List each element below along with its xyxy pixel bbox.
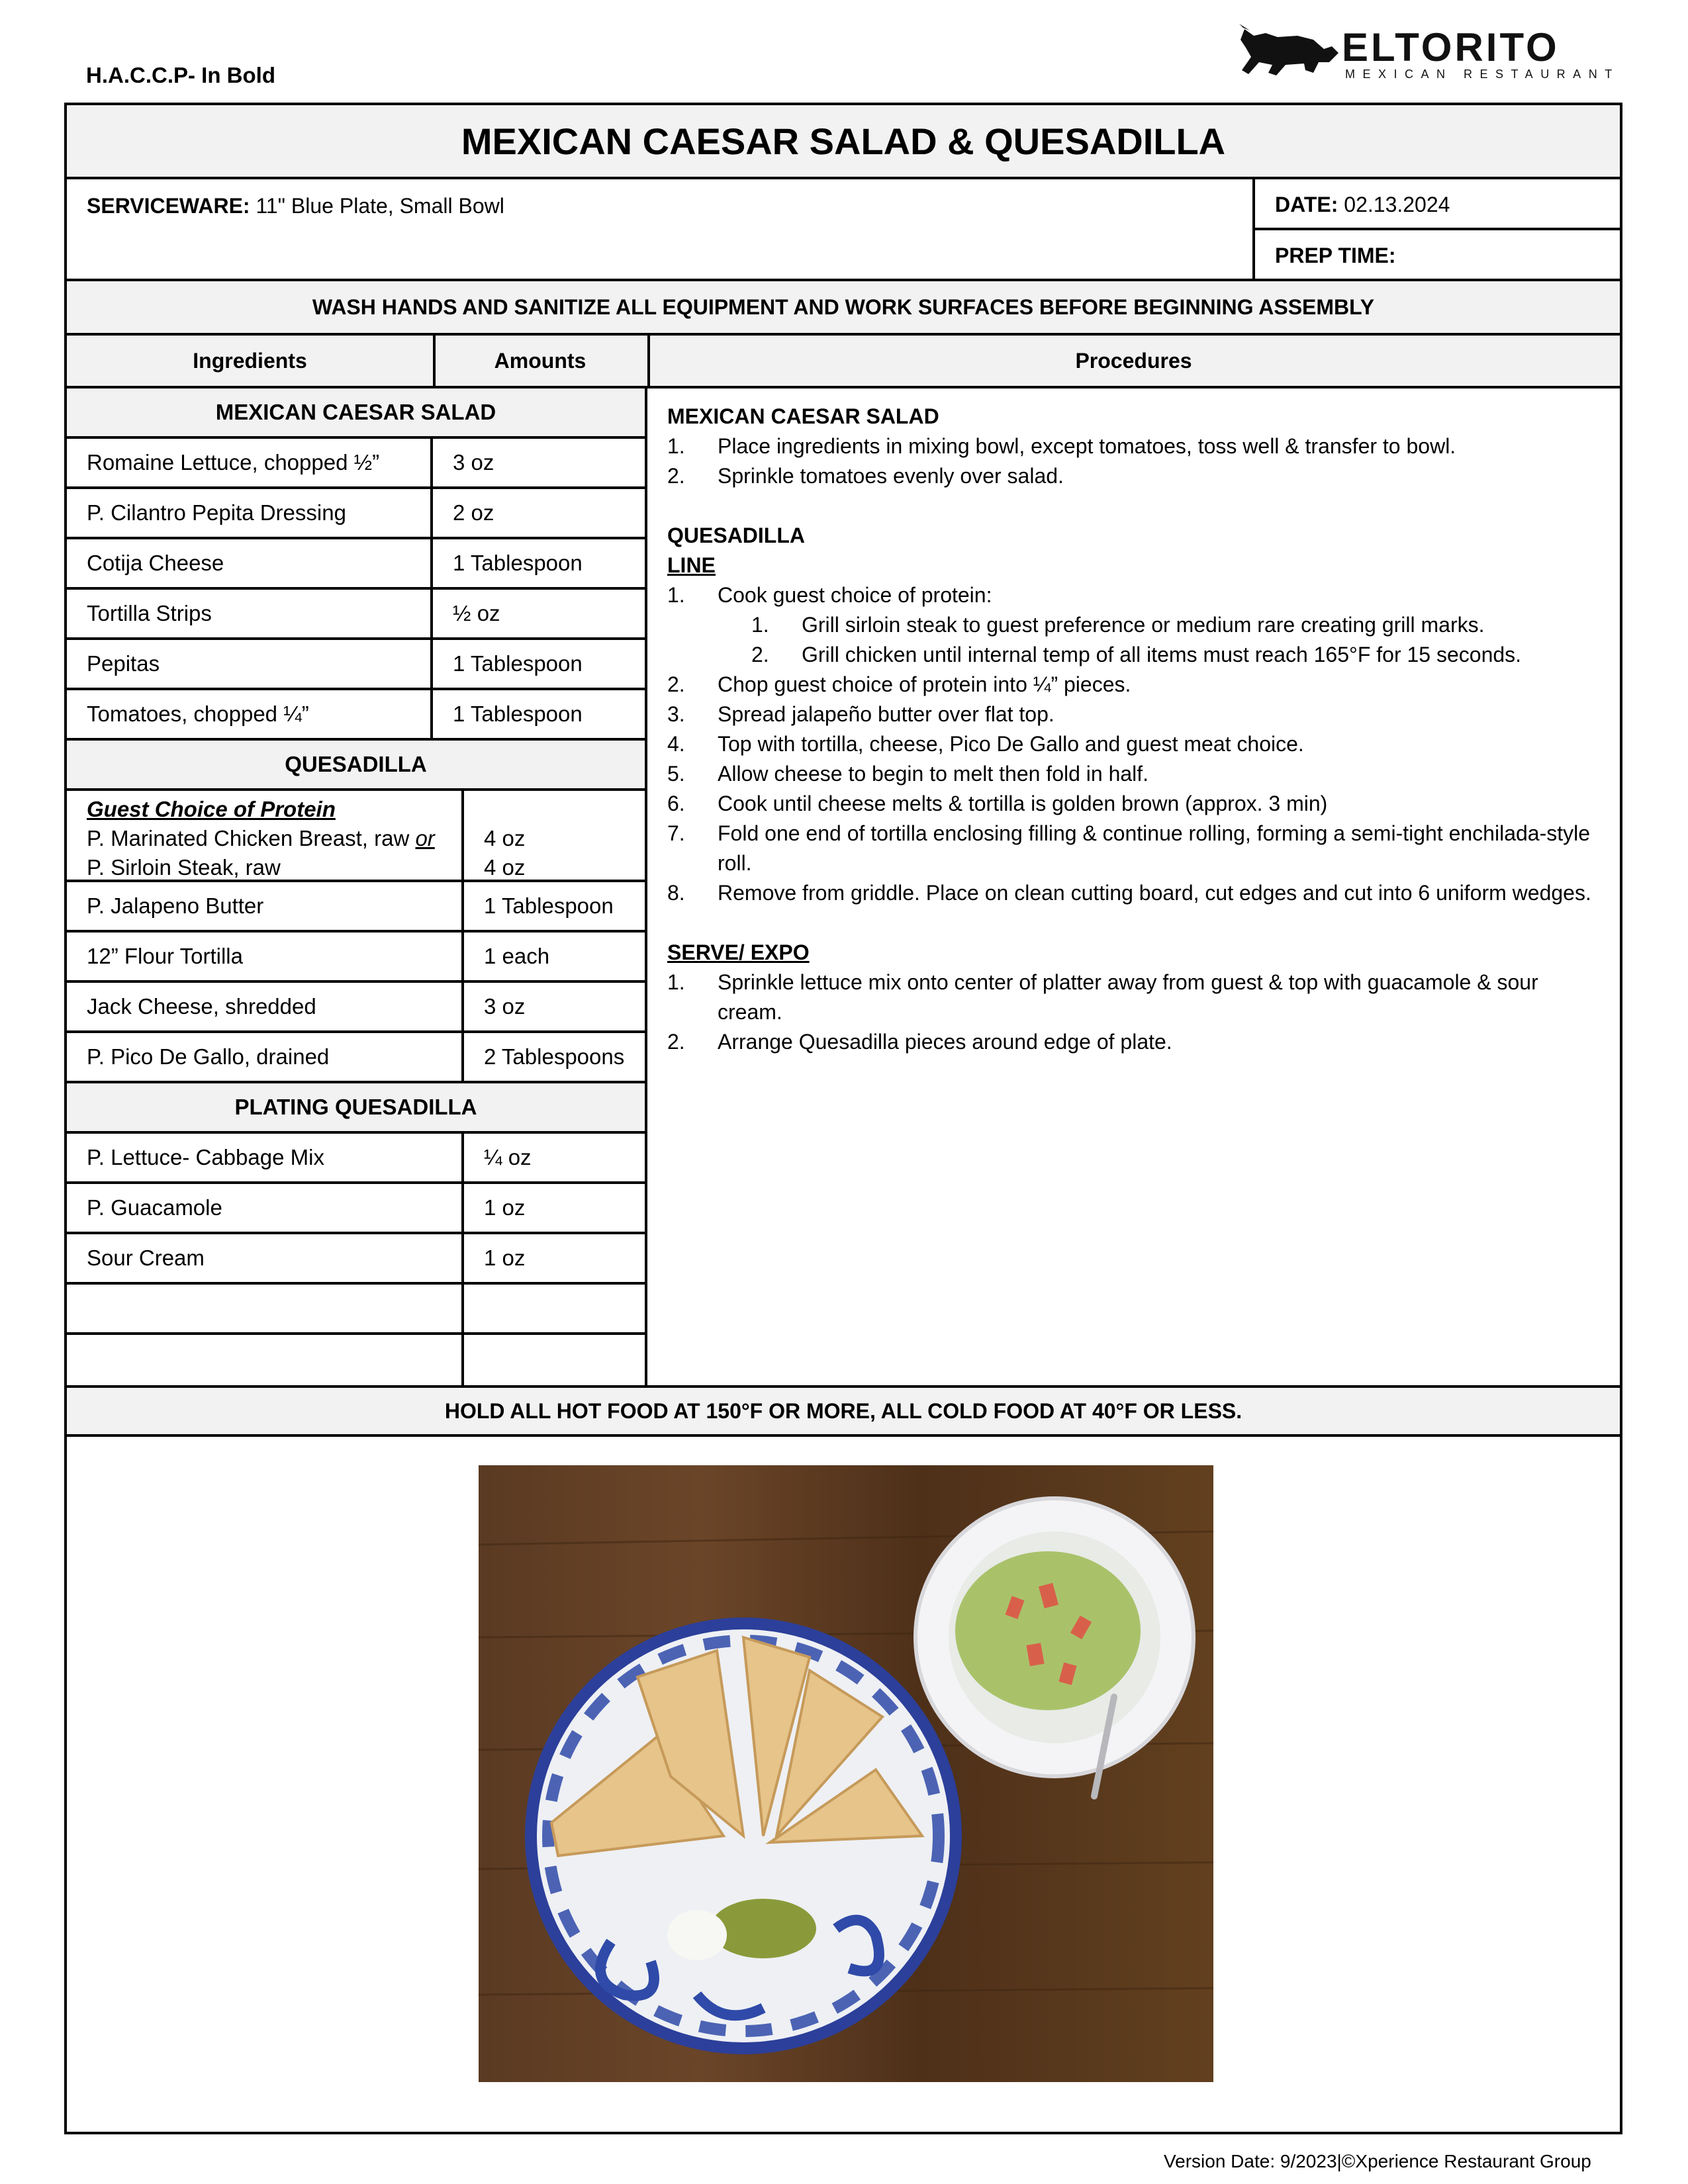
- procedure-step: [667, 461, 1594, 491]
- serviceware-value: 11" Blue Plate, Small Bowl: [250, 194, 504, 218]
- procedure-section-title: MEXICAN CAESAR SALAD: [667, 404, 939, 428]
- step-text: Fold one end of tortilla enclosing filling & continue rolling, forming a semi-tight enchilada-style roll.: [718, 821, 1591, 875]
- step-text: Allow cheese to begin to melt then fold in half.: [718, 762, 1149, 786]
- ingredient-amount: 3 oz: [464, 983, 645, 1033]
- procedure-step: [667, 789, 1594, 819]
- dish-photo: [479, 1465, 1213, 2082]
- empty-ingredient-cell: [67, 1335, 464, 1385]
- haccp-note: H.A.C.C.P- In Bold: [86, 63, 275, 87]
- procedure-step: [667, 700, 1594, 729]
- date-value: 02.13.2024: [1338, 193, 1450, 216]
- protein-option-chicken: P. Marinated Chicken Breast, raw: [87, 826, 416, 850]
- protein-option-steak: P. Sirloin Steak, raw: [87, 855, 281, 880]
- logo-tagline: MEXICAN RESTAURANT: [1345, 68, 1620, 81]
- bull-icon: [1239, 24, 1338, 75]
- recipe-card: [64, 103, 1622, 2134]
- step-number: 2.: [667, 1030, 685, 1054]
- ingredient-name: Romaine Lettuce, chopped ½”: [67, 439, 433, 489]
- ingredient-name: 12” Flour Tortilla: [67, 933, 464, 983]
- protein-choice-title: Guest Choice of Protein: [87, 797, 336, 821]
- ingredient-amount: 2 oz: [433, 489, 645, 539]
- serviceware-cell: [67, 179, 1255, 281]
- empty-amount-cell: [464, 1285, 645, 1335]
- section-header-quesadilla: QUESADILLA: [67, 741, 645, 791]
- step-text: Place ingredients in mixing bowl, except tomatoes, toss well & transfer to bowl.: [718, 434, 1456, 458]
- procedure-step: [667, 580, 1594, 610]
- procedures-header: Procedures: [1075, 348, 1192, 373]
- step-text: Sprinkle tomatoes evenly over salad.: [718, 464, 1064, 488]
- procedure-step: [667, 759, 1594, 789]
- procedure-step: [667, 670, 1594, 700]
- step-number: 2.: [667, 672, 685, 696]
- step-text: Arrange Quesadilla pieces around edge of plate.: [718, 1030, 1172, 1054]
- el-torito-logo: [1239, 24, 1627, 81]
- ingredient-amount: 2 Tablespoons: [464, 1033, 645, 1083]
- step-number: 1.: [751, 613, 769, 637]
- step-text: Remove from griddle. Place on clean cutting board, cut edges and cut into 6 uniform wedges.: [718, 881, 1591, 905]
- step-number: 3.: [667, 702, 685, 726]
- ingredient-amount: ½ oz: [433, 590, 645, 640]
- date-cell: [1255, 179, 1620, 230]
- ingredient-name: Tortilla Strips: [67, 590, 433, 640]
- step-text: Grill sirloin steak to guest preference or medium rare creating grill marks.: [802, 613, 1485, 637]
- step-text: Sprinkle lettuce mix onto center of platter away from guest & top with guacamole & sour cream.: [718, 970, 1538, 1024]
- ingredient-amount: 1 oz: [464, 1234, 645, 1285]
- section-header-plating: PLATING QUESADILLA: [67, 1083, 645, 1134]
- step-number: 4.: [667, 732, 685, 756]
- ingredient-amount: 1 each: [464, 933, 645, 983]
- procedure-substep: [667, 610, 1594, 640]
- ingredient-amount: 1 Tablespoon: [433, 539, 645, 590]
- ingredient-name: P. Lettuce- Cabbage Mix: [67, 1134, 464, 1184]
- ingredient-name: Tomatoes, chopped ¼”: [67, 690, 433, 741]
- ingredient-name: Sour Cream: [67, 1234, 464, 1285]
- ingredient-amount: 1 Tablespoon: [433, 640, 645, 690]
- step-number: 7.: [667, 821, 685, 845]
- empty-ingredient-cell: [67, 1285, 464, 1335]
- version-footer: Version Date: 9/2023|©Xperience Restaurant Group: [1164, 2151, 1591, 2171]
- ingredient-name: P. Jalapeno Butter: [67, 882, 464, 933]
- procedure-step: [667, 432, 1594, 461]
- step-number: 8.: [667, 881, 685, 905]
- ingredient-amount: 1 Tablespoon: [433, 690, 645, 741]
- step-number: 1.: [667, 583, 685, 607]
- ingredients-table: [67, 388, 647, 1385]
- procedure-step: [667, 1027, 1594, 1057]
- procedure-step: [667, 968, 1594, 1027]
- ingredient-amount: 1 Tablespoon: [464, 882, 645, 933]
- ingredient-amount: 1 oz: [464, 1184, 645, 1234]
- step-number: 5.: [667, 762, 685, 786]
- procedure-substep: [667, 640, 1594, 670]
- logo-wordmark: ELTORITO: [1342, 25, 1560, 69]
- date-label: DATE:: [1275, 193, 1338, 216]
- ingredient-amount: 3 oz: [433, 439, 645, 489]
- ingredient-name: Jack Cheese, shredded: [67, 983, 464, 1033]
- step-text: Spread jalapeño butter over flat top.: [718, 702, 1055, 726]
- protein-or: or: [415, 826, 435, 850]
- ingredients-header: Ingredients: [67, 336, 436, 386]
- ingredient-name: P. Guacamole: [67, 1184, 464, 1234]
- step-number: 6.: [667, 792, 685, 815]
- recipe-body: [67, 388, 1620, 1385]
- amounts-header: Amounts: [433, 336, 650, 386]
- ingredient-name: P. Cilantro Pepita Dressing: [67, 489, 433, 539]
- step-text: Cook guest choice of protein:: [718, 583, 992, 607]
- protein-amount: 4 oz: [484, 826, 526, 850]
- hold-temperature-notice: HOLD ALL HOT FOOD AT 150°F OR MORE, ALL COLD FOOD AT 40°F OR LESS.: [67, 1385, 1620, 1437]
- procedure-step: [667, 878, 1594, 908]
- step-text: Grill chicken until internal temp of all items must reach 165°F for 15 seconds.: [802, 643, 1522, 666]
- section-header-salad: MEXICAN CAESAR SALAD: [67, 388, 645, 439]
- protein-option: [87, 824, 461, 853]
- protein-amount-cell: [464, 791, 645, 882]
- recipe-title: MEXICAN CAESAR SALAD & QUESADILLA: [67, 105, 1620, 179]
- step-number: 2.: [667, 464, 685, 488]
- step-number: 2.: [751, 643, 769, 666]
- prep-time-cell: PREP TIME:: [1275, 244, 1396, 267]
- procedure-subsection-title: LINE: [667, 553, 716, 577]
- procedure-step: [667, 729, 1594, 759]
- ingredient-name: Cotija Cheese: [67, 539, 433, 590]
- ingredient-name: Pepitas: [67, 640, 433, 690]
- empty-amount-cell: [464, 1335, 645, 1385]
- procedures-text: [667, 402, 1594, 1057]
- protein-amount: 4 oz: [484, 855, 526, 880]
- date-prep-cells: [1255, 179, 1620, 281]
- serviceware-row: [67, 179, 1620, 281]
- step-text: Top with tortilla, cheese, Pico De Gallo and guest meat choice.: [718, 732, 1304, 756]
- procedure-subsection-title: SERVE/ EXPO: [667, 940, 810, 964]
- step-number: 1.: [667, 434, 685, 458]
- step-text: Cook until cheese melts & tortilla is golden brown (approx. 3 min): [718, 792, 1328, 815]
- procedure-section-title: QUESADILLA: [667, 523, 805, 547]
- wash-notice: WASH HANDS AND SANITIZE ALL EQUIPMENT AND WORK SURFACES BEFORE BEGINNING ASSEMBLY: [67, 281, 1620, 336]
- step-text: Chop guest choice of protein into ¼” pieces.: [718, 672, 1131, 696]
- procedure-step: [667, 819, 1594, 878]
- serviceware-label: SERVICEWARE:: [87, 194, 250, 218]
- step-number: 1.: [667, 970, 685, 994]
- ingredient-amount: ¼ oz: [464, 1134, 645, 1184]
- column-headers: [67, 336, 1620, 388]
- protein-choice-cell: [67, 791, 464, 882]
- ingredient-name: P. Pico De Gallo, drained: [67, 1033, 464, 1083]
